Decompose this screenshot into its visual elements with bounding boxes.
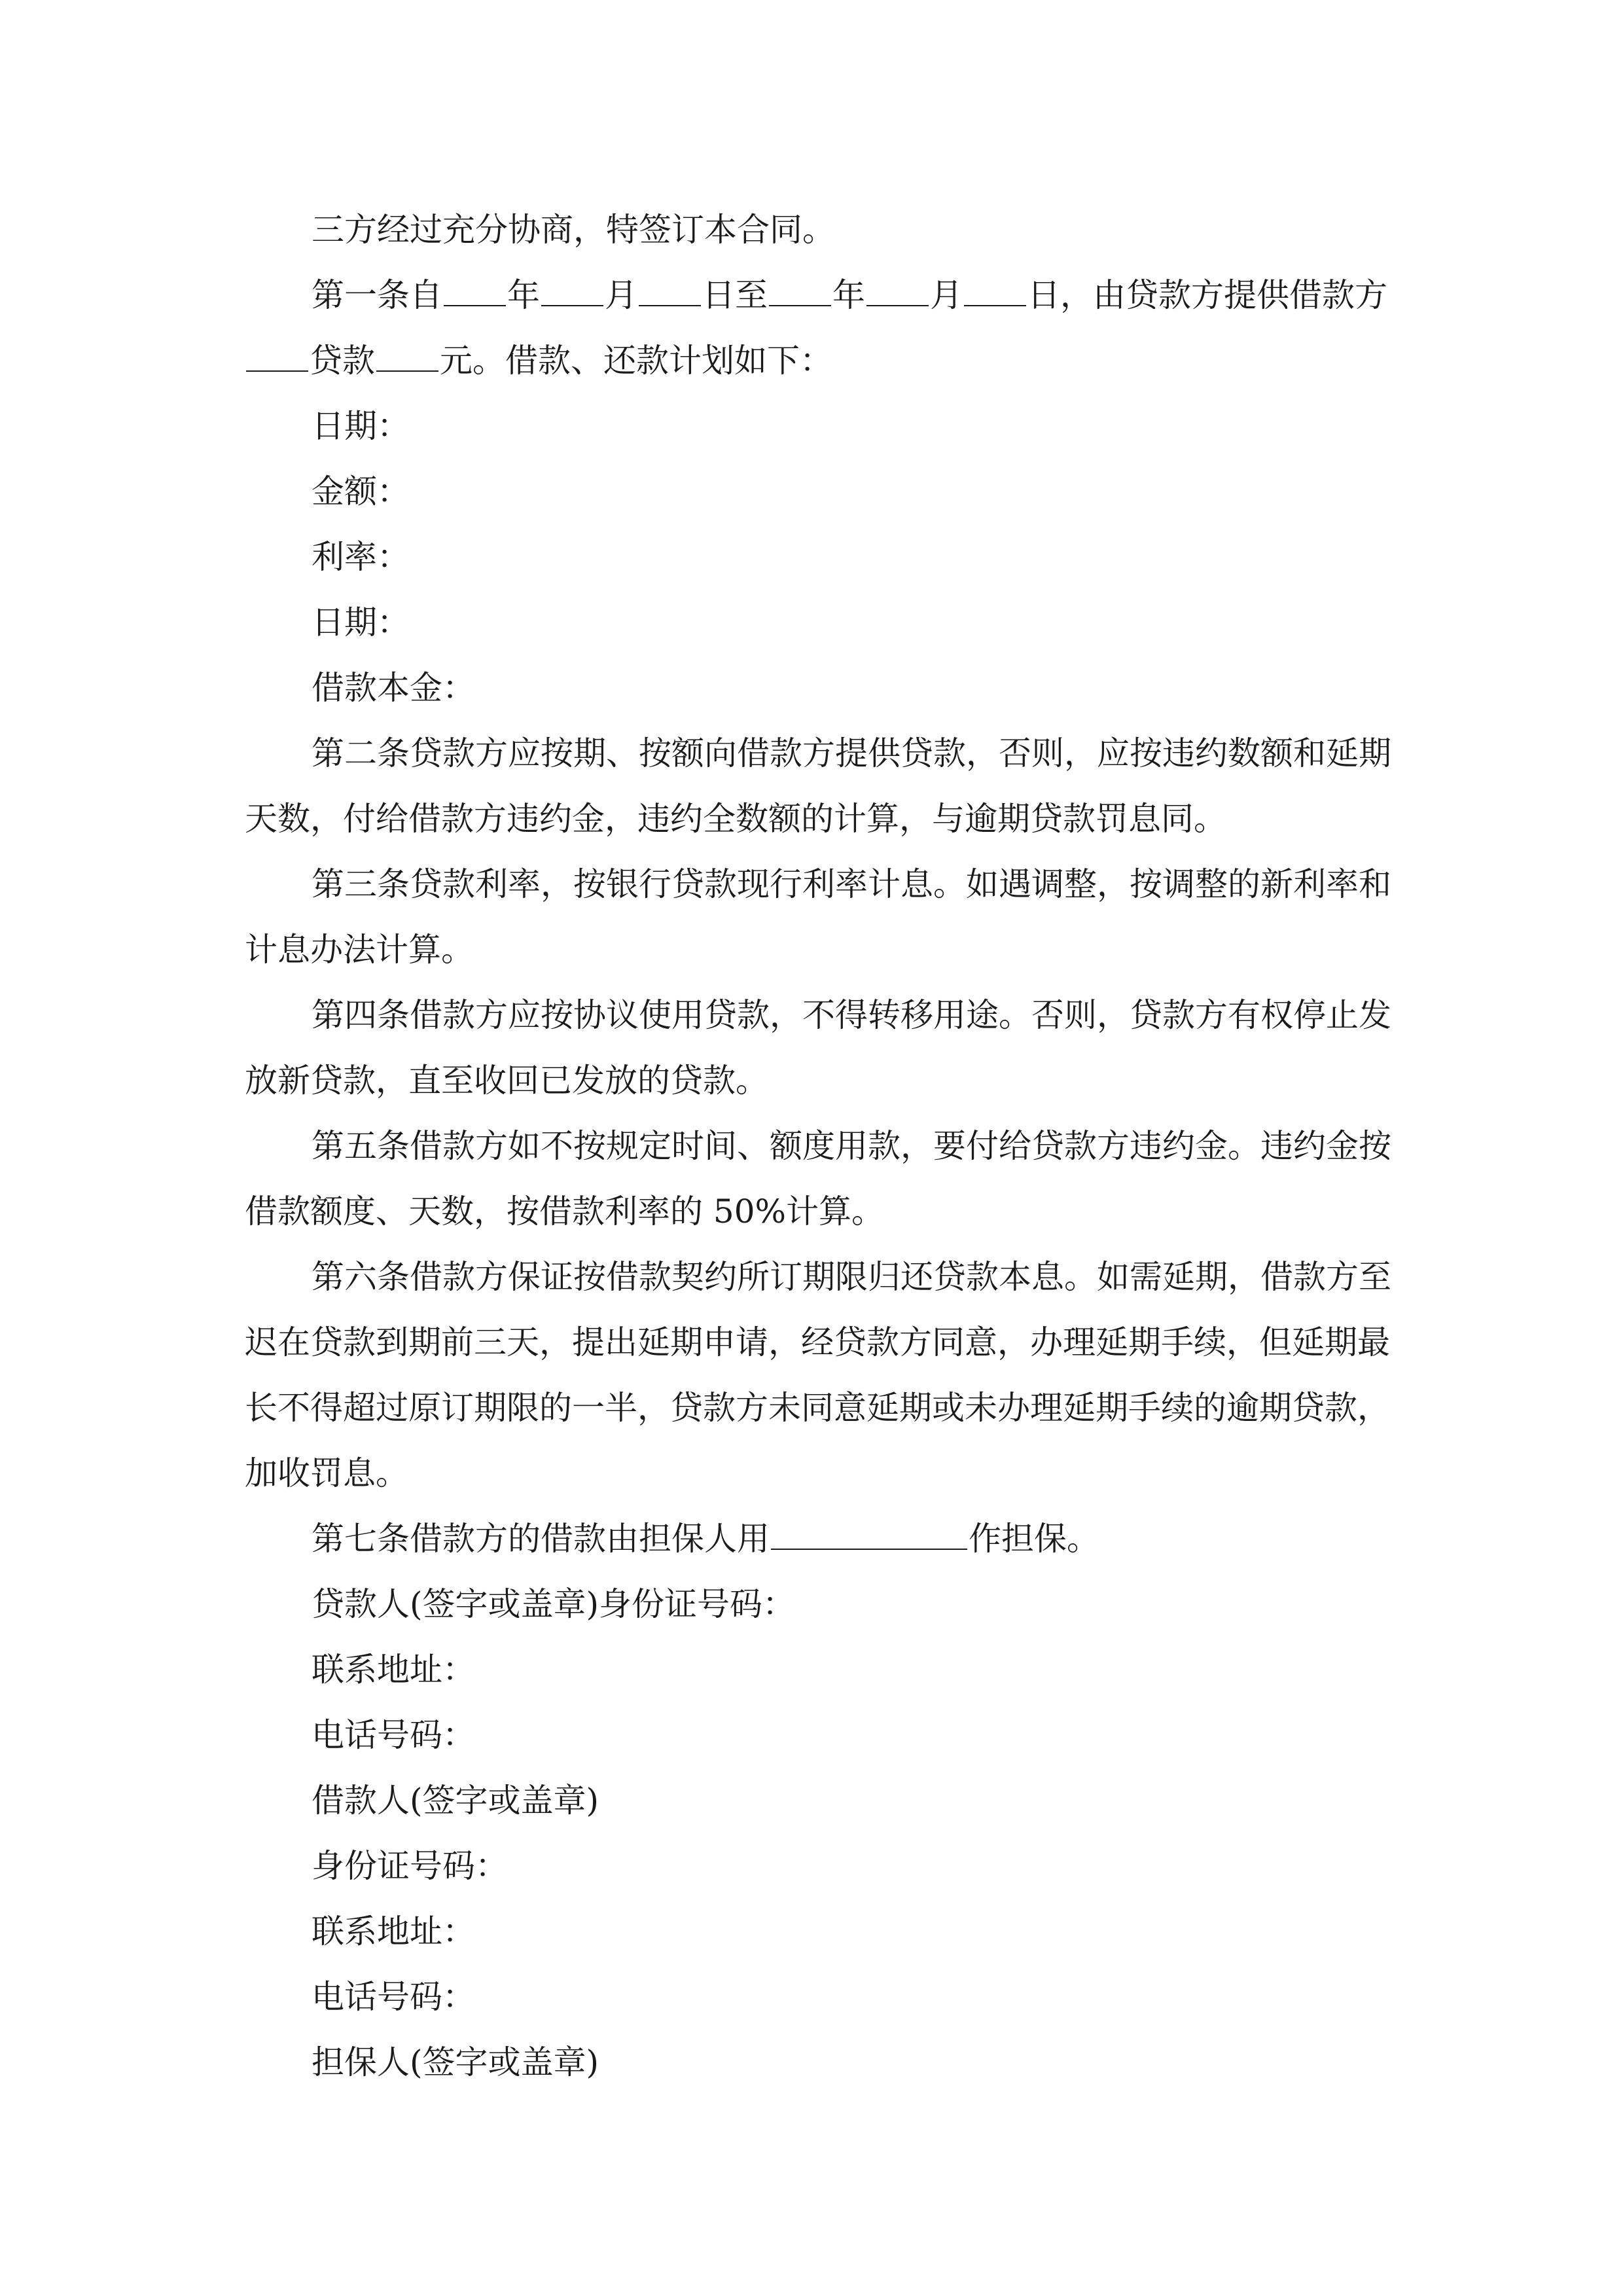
article-1-line-2	[245, 338, 1383, 384]
plan-rate: 利率：	[312, 538, 410, 576]
article-2-line-1: 第二条贷款方应按期、按额向借款方提供贷款，否则，应按违约数额和延期	[312, 734, 1391, 772]
year-blank-1[interactable]	[444, 276, 506, 306]
article-1-yuan: 元。借款、还款计划如下：	[440, 342, 832, 380]
article-2-line-2: 天数，付给借款方违约金，违约全数额的计算，与逾期贷款罚息同。	[245, 800, 1226, 838]
article-1-year-1: 年	[507, 276, 540, 314]
plan-date-1: 日期：	[312, 407, 410, 445]
guarantee-blank[interactable]	[771, 1520, 967, 1550]
plan-date-2: 日期：	[312, 603, 410, 641]
article-1-month-1: 月	[605, 276, 637, 314]
lender-signature: 贷款人(签字或盖章)身份证号码：	[312, 1585, 796, 1623]
article-7-line	[312, 1516, 1450, 1562]
borrower-id: 身份证号码：	[312, 1847, 508, 1885]
year-blank-2[interactable]	[769, 276, 831, 306]
month-blank-2[interactable]	[866, 276, 929, 306]
guarantor-signature: 担保人(签字或盖章)	[312, 2043, 599, 2081]
article-7-post: 作担保。	[969, 1520, 1099, 1558]
lender-address: 联系地址：	[312, 1651, 475, 1689]
article-3-line-1: 第三条贷款利率，按银行贷款现行利率计息。如遇调整，按调整的新利率和	[312, 865, 1391, 903]
intro-line: 三方经过充分协商，特签订本合同。	[312, 211, 835, 249]
article-6-line-4: 加收罚息。	[245, 1454, 408, 1492]
article-1-day-to: 日至	[702, 276, 768, 314]
article-4-line-1: 第四条借款方应按协议使用贷款，不得转移用途。否则，贷款方有权停止发	[312, 996, 1391, 1034]
article-6-line-1: 第六条借款方保证按借款契约所订期限归还贷款本息。如需延期，借款方至	[312, 1258, 1391, 1296]
article-1-year-2: 年	[832, 276, 865, 314]
borrower-signature: 借款人(签字或盖章)	[312, 1782, 599, 1820]
article-3-line-2: 计息办法计算。	[245, 931, 474, 969]
article-4-line-2: 放新贷款，直至收回已发放的贷款。	[245, 1062, 768, 1100]
article-5-line-1: 第五条借款方如不按规定时间、额度用款，要付给贷款方违约金。违约金按	[312, 1127, 1391, 1165]
article-1-line-1	[312, 272, 1450, 318]
article-1-loan: 贷款	[310, 342, 375, 380]
amount-blank[interactable]	[376, 342, 438, 372]
article-7-pre: 第七条借款方的借款由担保人用	[312, 1520, 770, 1558]
article-6-line-3: 长不得超过原订期限的一半，贷款方未同意延期或未办理延期手续的逾期贷款，	[245, 1389, 1390, 1427]
article-5-line-2: 借款额度、天数，按借款利率的 50%计算。	[245, 1193, 885, 1230]
borrower-blank[interactable]	[246, 342, 308, 372]
article-1-text: 第一条自	[312, 276, 442, 314]
month-blank-1[interactable]	[541, 276, 603, 306]
day-blank-2[interactable]	[964, 276, 1026, 306]
day-blank-1[interactable]	[639, 276, 701, 306]
article-1-day-2: 日，由贷款方提供借款方	[1027, 276, 1387, 314]
plan-amount: 金额：	[312, 473, 410, 511]
borrower-phone: 电话号码：	[312, 1978, 475, 2016]
lender-phone: 电话号码：	[312, 1716, 475, 1754]
plan-principal: 借款本金：	[312, 669, 475, 707]
article-6-line-2: 迟在贷款到期前三天，提出延期申请，经贷款方同意，办理延期手续，但延期最	[245, 1323, 1390, 1361]
borrower-address: 联系地址：	[312, 1912, 475, 1950]
article-1-month-2: 月	[930, 276, 963, 314]
